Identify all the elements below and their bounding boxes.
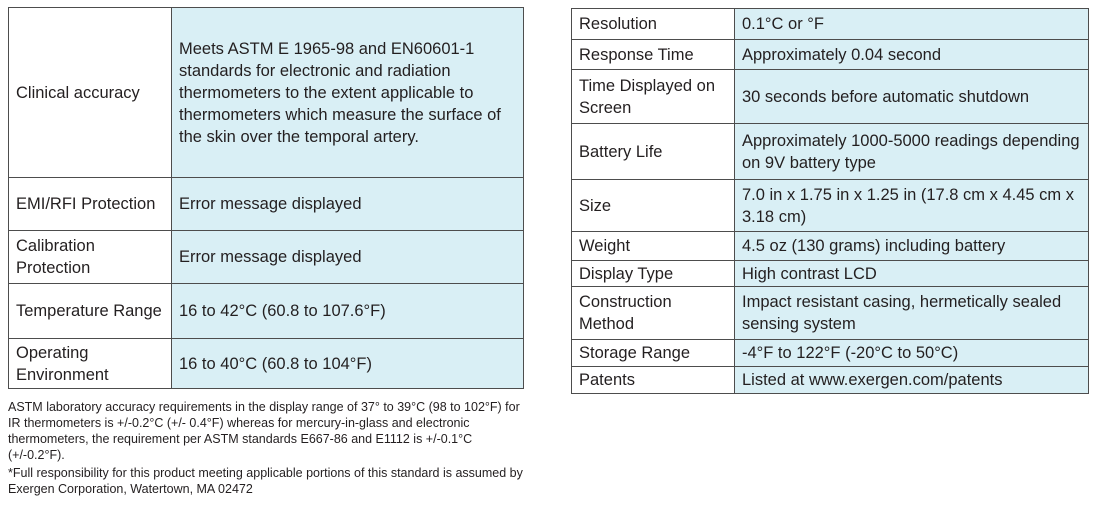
spec-label: Battery Life <box>572 124 735 180</box>
table-row <box>9 178 524 231</box>
spec-value: High contrast LCD <box>735 261 1089 287</box>
spec-label: Weight <box>572 232 735 261</box>
spec-label: Storage Range <box>572 340 735 367</box>
table-row <box>9 8 524 178</box>
responsibility-note: *Full responsibility for this product meeting applicable portions of this standard is assumed by Exergen Corporation, Watertown, MA 02472 <box>8 466 523 496</box>
spec-label: Clinical accuracy <box>9 8 172 178</box>
table-row <box>9 284 524 339</box>
table-row <box>572 261 1089 287</box>
footnotes <box>8 399 528 497</box>
spec-label: Temperature Range <box>9 284 172 339</box>
spec-label: Response Time <box>572 40 735 70</box>
accuracy-note: ASTM laboratory accuracy requirements in the display range of 37° to 39°C (98 to 102°F) for IR thermometers is +/-0.2°C (+/- 0.4°F) whereas for mercury-in-glass and electronic thermometers, the requirement per ASTM standards E667-86 and E1112 is +/-0.1°C (+/-0.2°F). <box>8 400 520 462</box>
table-row <box>9 339 524 389</box>
table-row <box>572 70 1089 124</box>
table-row <box>9 231 524 284</box>
table-row <box>572 124 1089 180</box>
table-row <box>572 9 1089 40</box>
spec-label: Resolution <box>572 9 735 40</box>
table-row <box>572 180 1089 232</box>
spec-value: -4°F to 122°F (-20°C to 50°C) <box>735 340 1089 367</box>
spec-value: 16 to 40°C (60.8 to 104°F) <box>172 339 524 389</box>
spec-value: Approximately 1000-5000 readings depending on 9V battery type <box>735 124 1089 180</box>
spec-value: 7.0 in x 1.75 in x 1.25 in (17.8 cm x 4.45 cm x 3.18 cm) <box>735 180 1089 232</box>
table-row <box>572 287 1089 340</box>
spec-value: 0.1°C or °F <box>735 9 1089 40</box>
spec-value: 16 to 42°C (60.8 to 107.6°F) <box>172 284 524 339</box>
spec-value: 30 seconds before automatic shutdown <box>735 70 1089 124</box>
spec-label: Size <box>572 180 735 232</box>
table-row <box>572 367 1089 394</box>
spec-label: Operating Environment <box>9 339 172 389</box>
spec-label: Construction Method <box>572 287 735 340</box>
right-spec-table <box>571 8 1089 394</box>
spec-label: Display Type <box>572 261 735 287</box>
left-spec-table <box>8 7 524 389</box>
table-row <box>572 340 1089 367</box>
spec-value: Error message displayed <box>172 178 524 231</box>
spec-value: Error message displayed <box>172 231 524 284</box>
spec-label: Calibration Protection <box>9 231 172 284</box>
spec-label: EMI/RFI Protection <box>9 178 172 231</box>
table-row <box>572 40 1089 70</box>
spec-value: Impact resistant casing, hermetically sealed sensing system <box>735 287 1089 340</box>
spec-value: Listed at www.exergen.com/patents <box>735 367 1089 394</box>
spec-label: Patents <box>572 367 735 394</box>
spec-label: Time Displayed on Screen <box>572 70 735 124</box>
spec-value: 4.5 oz (130 grams) including battery <box>735 232 1089 261</box>
spec-value: Meets ASTM E 1965-98 and EN60601-1 standards for electronic and radiation thermometers to the extent applicable to thermometers which measure the surface of the skin over the temporal artery. <box>172 8 524 178</box>
table-row <box>572 232 1089 261</box>
spec-value: Approximately 0.04 second <box>735 40 1089 70</box>
